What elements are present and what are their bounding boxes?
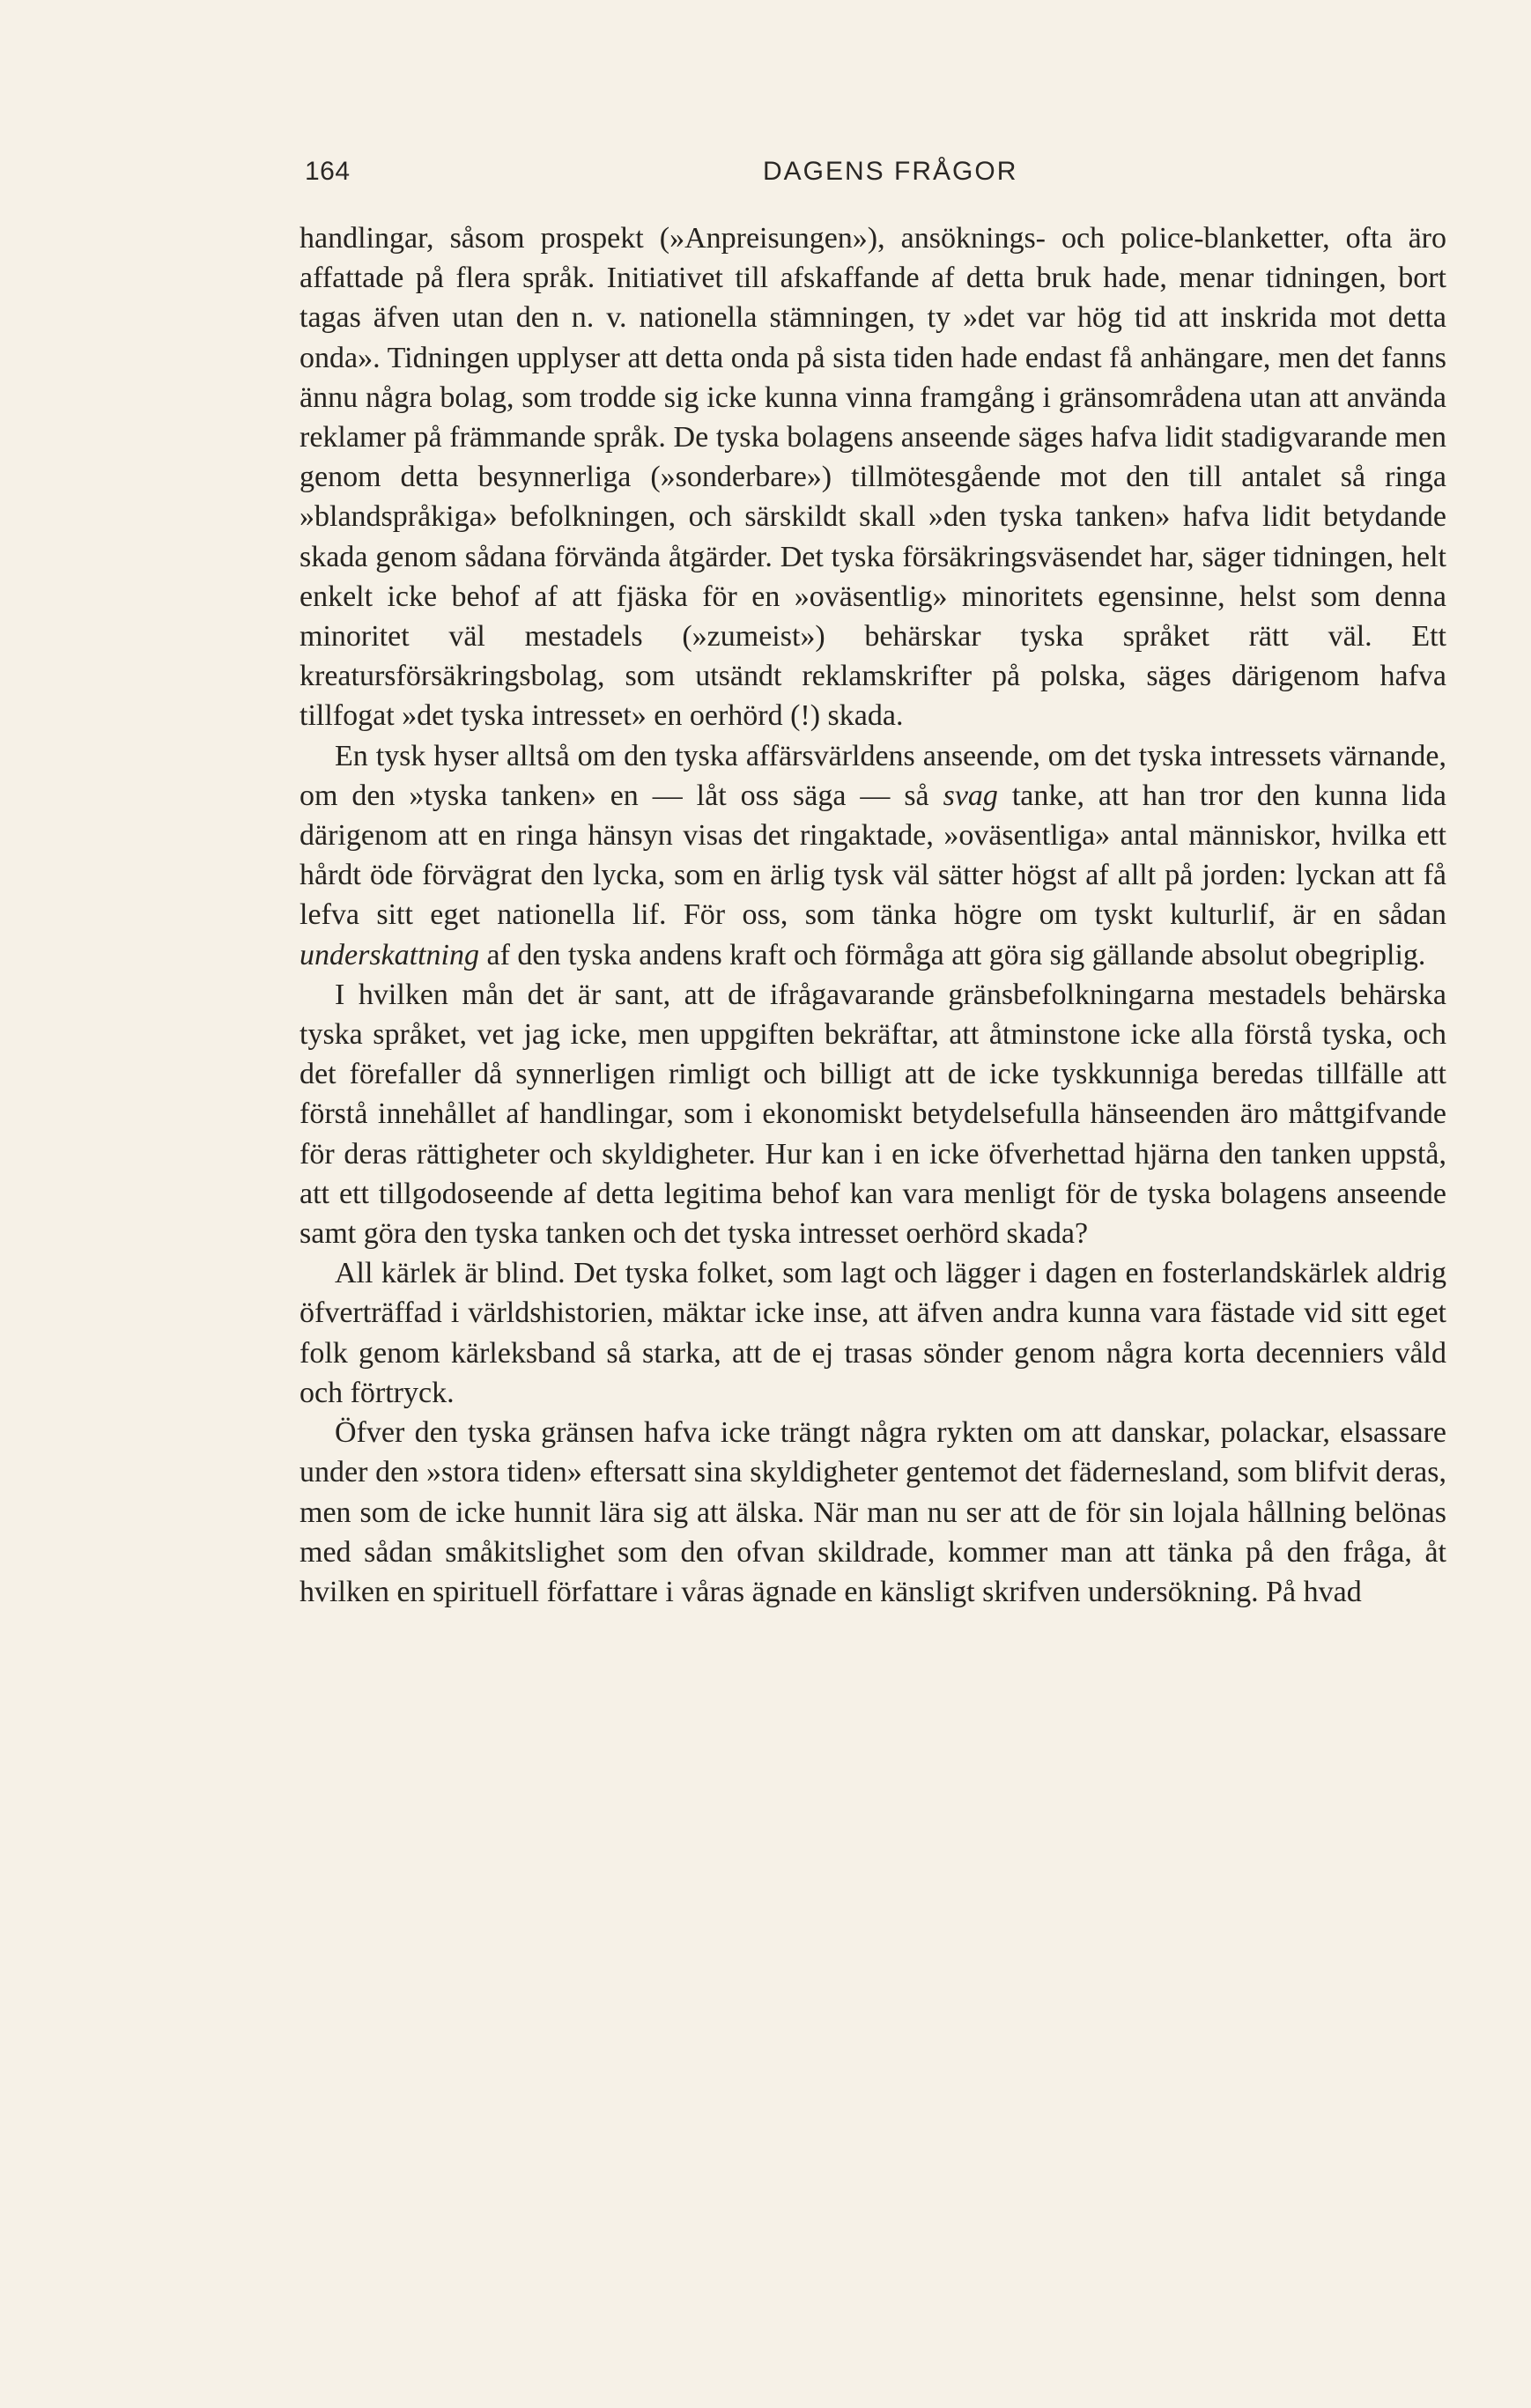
paragraph <box>300 1413 1446 1612</box>
paragraph <box>300 975 1446 1253</box>
text-run: Öfver den tyska gränsen hafva icke trängt några rykten om att danskar, polackar, elsassare under den »stora tiden» eftersatt sina skyldigheter gentemot det fädernesland, som blifvit deras, men som de icke hunnit lära sig att älska. När man nu ser att de för sin lojala hållning belönas med sådan småkitslighet som den ofvan skildrade, kommer man att tänka på den fråga, åt hvilken en spirituell författare i våras ägnade en känsligt skrifven undersökning. På hvad <box>300 1416 1446 1608</box>
italic-run: underskattning <box>300 938 479 971</box>
paragraph <box>300 218 1446 736</box>
text-run: I hvilken mån det är sant, att de ifrågavarande gränsbefolkningarna mestadels behärska tyska språket, vet jag icke, men uppgiften bekräftar, att åtminstone icke alla förstå tyska, och det förefaller då synnerligen rimligt och billigt att de icke tyskkunniga beredas tillfälle att förstå innehållet af handlingar, som i ekonomiskt betydelsefulla hänseenden äro måttgifvande för deras rättigheter och skyldigheter. Hur kan i en icke öfverhettad hjärna den tanken uppstå, att ett tillgodoseende af detta legitima behof kan vara menligt för de tyska bolagens anseende samt göra den tyska tanken och det tyska intresset oerhörd skada? <box>300 978 1446 1251</box>
text-run: En tysk hyser alltså om den tyska affärsvärldens anseende, om det tyska intressets värnande, om den »tyska tanken» en — låt oss säga — så <box>300 739 1446 812</box>
body-text <box>300 218 1446 1612</box>
text-run: All kärlek är blind. Det tyska folket, som lagt och lägger i dagen en fosterlandskärlek aldrig öfverträffad i världshistorien, mäktar icke inse, att äfven andra kunna vara fästade vid sitt eget folk genom kärleksband så starka, att de ej trasas sönder genom några korta decenniers våld och förtryck. <box>300 1257 1446 1409</box>
running-title: DAGENS FRÅGOR <box>763 157 1018 186</box>
text-run: af den tyska andens kraft och förmåga att göra sig gällande absolut obegriplig. <box>478 938 1426 971</box>
page-header <box>305 157 1443 196</box>
italic-run: svag <box>943 779 998 812</box>
paragraph <box>300 736 1446 975</box>
text-run: handlingar, såsom prospekt (»Anpreisungen»), ansöknings- och police-blanketter, ofta äro affattade på flera språk. Initiativet till afskaffande af detta bruk hade, menar tidningen, bort tagas äfven utan den n. v. nationella stämningen, ty »det var hög tid att inskrida mot detta onda». Tidningen upplyser att detta onda på sista tiden hade endast få anhängare, men det fanns ännu några bolag, som trodde sig icke kunna vinna framgång i gränsområdena utan att använda reklamer på främmande språk. De tyska bolagens anseende säges hafva lidit stadigvarande men genom detta besynnerliga (»sonderbare») tillmötesgående mot den till antalet så ringa »blandspråkiga» befolkningen, och särskildt skall »den tyska tanken» hafva lidit betydande skada genom sådana förvända åtgärder. Det tyska försäkringsväsendet har, säger tidningen, helt enkelt icke behof af att fjäska för en »oväsentlig» minoritets egensinne, helst som denna minoritet väl mestadels (»zumeist») behärskar tyska språket rätt väl. Ett kreatursförsäkringsbolag, som utsändt reklamskrifter på polska, säges därigenom hafva tillfogat »det tyska intresset» en oerhörd (!) skada. <box>300 222 1446 733</box>
page-number: 164 <box>305 157 351 186</box>
paragraph <box>300 1253 1446 1413</box>
text-run: tanke, att han tror den kunna lida därigenom att en ringa hänsyn visas det ringaktade, »oväsentliga» antal människor, hvilka ett hårdt öde förvägrat den lycka, som en ärlig tysk väl sätter högst af allt på jorden: lyckan att få lefva sitt eget nationella lif. För oss, som tänka högre om tyskt kulturlif, är en sådan <box>300 779 1446 932</box>
